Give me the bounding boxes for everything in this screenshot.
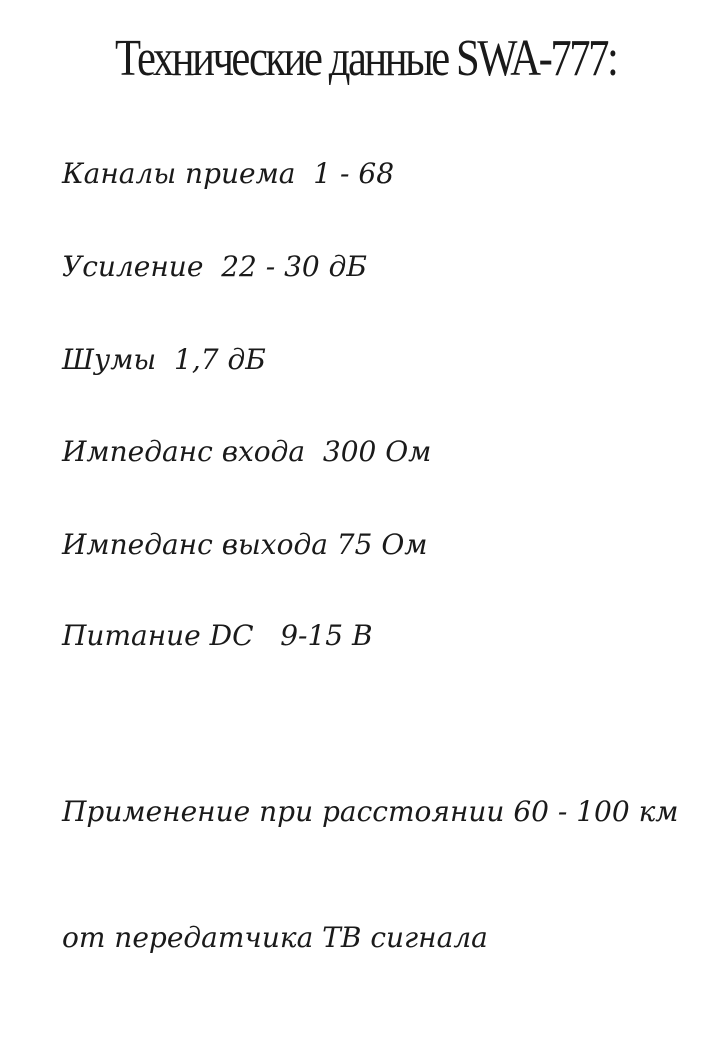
- spec-application-line-2: от передатчика ТВ сигнала: [62, 921, 488, 954]
- spec-application-range: [62, 707, 679, 1043]
- spec-noise: Шумы 1,7 дБ: [62, 343, 266, 376]
- page-title: Технические данные SWA-777:: [115, 30, 617, 87]
- spec-application-line-1: Применение при расстоянии 60 - 100 км: [62, 795, 679, 828]
- spec-gain: Усиление 22 - 30 дБ: [62, 250, 367, 283]
- spec-output-impedance: Импеданс выхода 75 Ом: [62, 528, 428, 561]
- spec-receive-channels: Каналы приема 1 - 68: [62, 157, 395, 190]
- spec-power-supply: Питание DC 9-15 В: [62, 619, 373, 652]
- spec-input-impedance: Импеданс входа 300 Ом: [62, 435, 432, 468]
